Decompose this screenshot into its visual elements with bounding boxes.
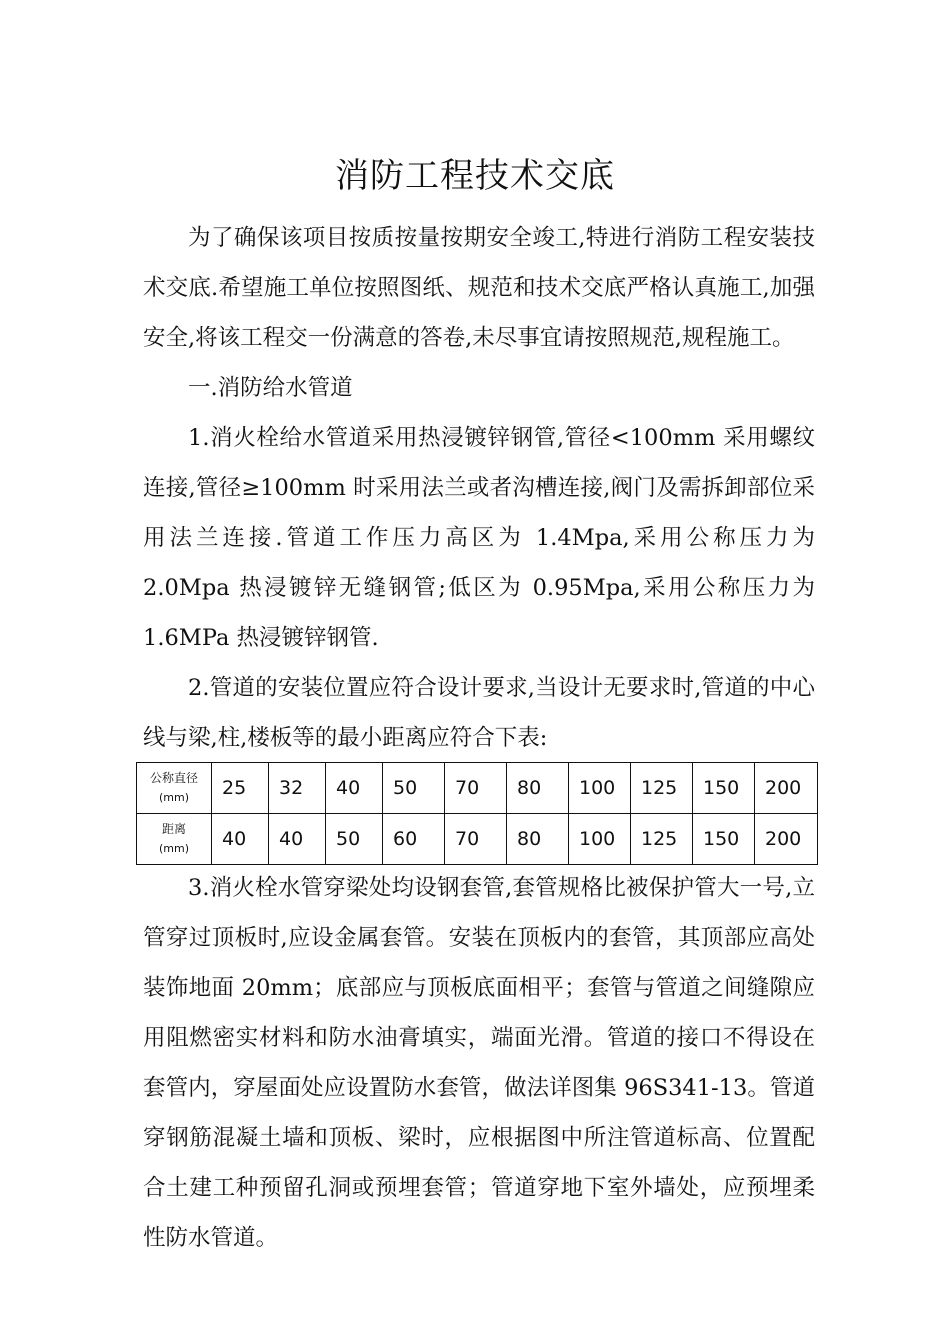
intro-paragraph: 为了确保该项目按质按量按期安全竣工,特进行消防工程安装技术交底.希望施工单位按照图纸、规范和技术交底严格认真施工,加强安全,将该工程交一份满意的答卷,未尽事宜请按照规范,规程施工。 <box>143 225 815 351</box>
item-2-paragraph: 2.管道的安装位置应符合设计要求,当设计无要求时,管道的中心线与梁,柱,楼板等的最小距离应符合下表: <box>143 675 815 751</box>
section-heading: 一.消防给水管道 <box>188 375 353 401</box>
table-cell: 40 <box>326 763 383 814</box>
item-1-paragraph: 1.消火栓给水管道采用热浸镀锌钢管,管径<100mm 采用螺纹连接,管径≥100mm 时采用法兰或者沟槽连接,阀门及需拆卸部位采用法兰连接.管道工作压力高区为 1.4Mpa,采用公称压力为 2.0Mpa 热浸镀锌无缝钢管;低区为 0.95Mpa,采用公称压力为 1.6MPa 热浸镀锌钢管. <box>143 425 815 651</box>
table-row-nominal-diameter <box>137 763 818 814</box>
table-cell: 40 <box>212 814 269 865</box>
table-cell: 100 <box>569 763 631 814</box>
row-header-unit: (mm) <box>158 842 189 855</box>
table-cell: 50 <box>383 763 445 814</box>
row-header-label: 公称直径 <box>149 771 198 785</box>
table-cell: 200 <box>755 763 818 814</box>
table-cell: 40 <box>269 814 326 865</box>
row-header-label: 距离 <box>161 822 186 836</box>
table-cell: 150 <box>693 814 755 865</box>
table-cell: 70 <box>445 814 507 865</box>
table-cell: 100 <box>569 814 631 865</box>
table-cell: 125 <box>631 814 693 865</box>
table-cell: 125 <box>631 763 693 814</box>
table-cell: 25 <box>212 763 269 814</box>
table-cell: 70 <box>445 763 507 814</box>
row-header-unit: (mm) <box>158 791 189 804</box>
table-cell: 80 <box>507 814 569 865</box>
document-title: 消防工程技术交底 <box>335 156 615 196</box>
row-header-cell <box>137 814 212 865</box>
table-cell: 150 <box>693 763 755 814</box>
table-cell: 32 <box>269 763 326 814</box>
table-row-distance <box>137 814 818 865</box>
table-cell: 80 <box>507 763 569 814</box>
table-cell: 60 <box>383 814 445 865</box>
table-cell: 50 <box>326 814 383 865</box>
table-cell: 200 <box>755 814 818 865</box>
row-header-cell <box>137 763 212 814</box>
item-3-paragraph: 3.消火栓水管穿梁处均设钢套管,套管规格比被保护管大一号,立管穿过顶板时,应设金属套管。安装在顶板内的套管，其顶部应高处装饰地面 20mm；底部应与顶板底面相平；套管与管道之间缝隙应用阻燃密实材料和防水油膏填实，端面光滑。管道的接口不得设在套管内，穿屋面处应设置防水套管，做法详图集 96S341-13。管道穿钢筋混凝土墙和顶板、梁时，应根据图中所注管道标高、位置配合土建工种预留孔洞或预埋套管；管道穿地下室外墙处，应预埋柔性防水管道。 <box>143 875 815 1251</box>
min-distance-table <box>136 762 818 865</box>
